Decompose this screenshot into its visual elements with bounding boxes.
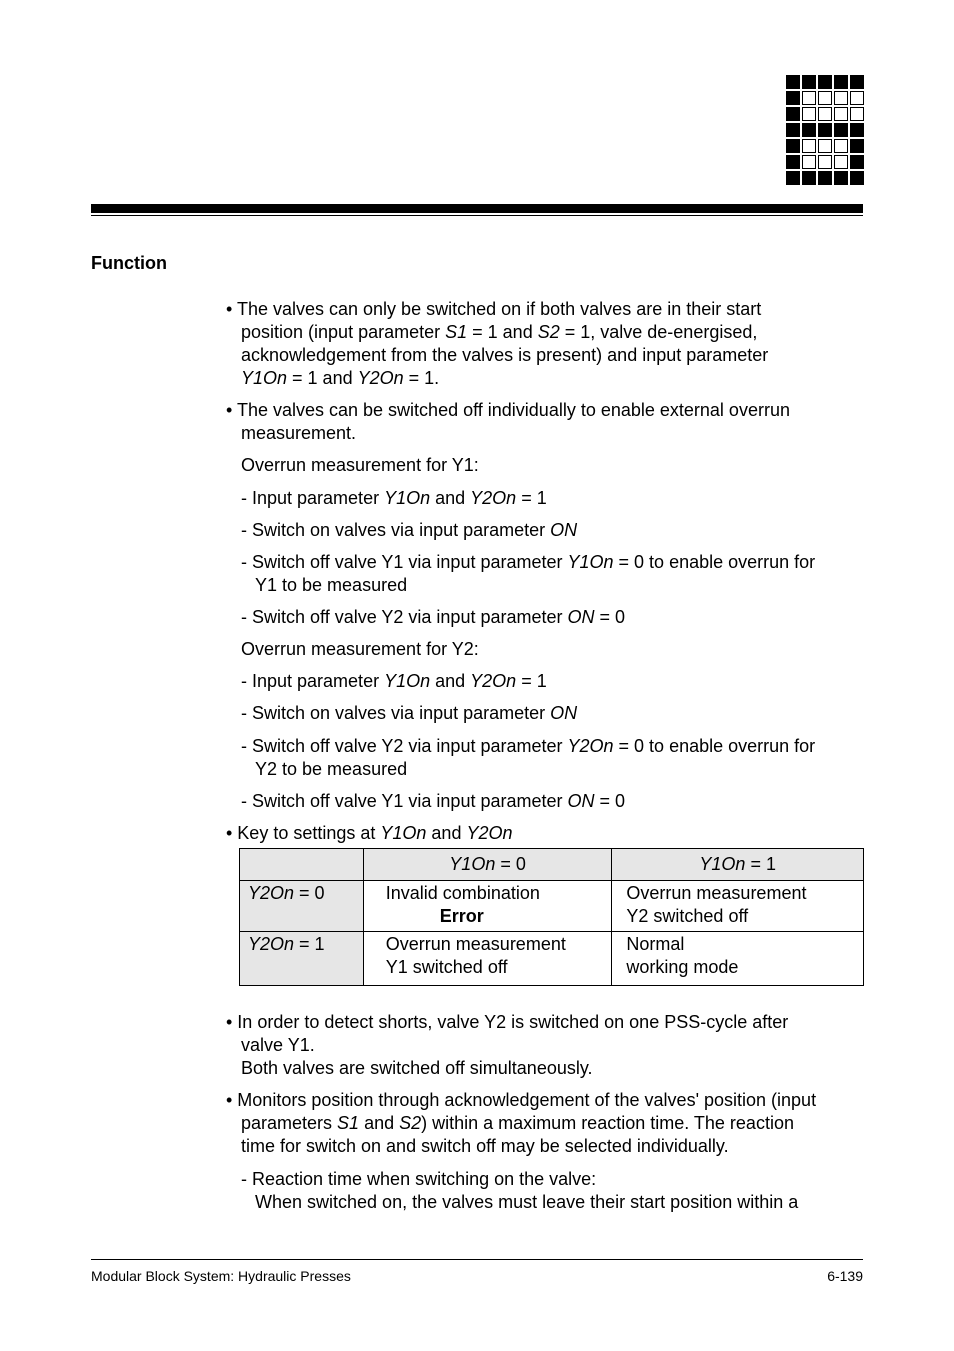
logo-cell xyxy=(834,171,848,185)
logo-cell xyxy=(786,123,800,137)
cell-error-label: Error xyxy=(439,906,484,926)
overrun-y2-step-2: - Switch on valves via input parameter ON xyxy=(241,703,578,723)
bullet-1-line-1: • The valves can only be switched on if both valves are in their start xyxy=(226,299,762,319)
logo-cell xyxy=(834,107,848,121)
logo-cell xyxy=(818,75,832,89)
overrun-y1-title: Overrun measurement for Y1: xyxy=(241,455,479,475)
overrun-y1-step-2: - Switch on valves via input parameter ON xyxy=(241,520,578,540)
footer-rule xyxy=(91,1259,863,1260)
bullet-4-line-3: Both valves are switched off simultaneously. xyxy=(241,1058,593,1078)
table-header-row xyxy=(240,849,864,881)
bullet-2-line-1: • The valves can be switched off individually to enable external overrun xyxy=(226,400,790,420)
logo-cell xyxy=(834,123,848,137)
table-cell xyxy=(612,881,864,932)
overrun-y2-title: Overrun measurement for Y2: xyxy=(241,639,479,659)
logo-cell xyxy=(834,155,848,169)
footer-title: Modular Block System: Hydraulic Presses xyxy=(91,1268,351,1284)
cell-line: Y2 switched off xyxy=(626,906,749,926)
bullet-3-line-1: • Key to settings at Y1On and Y2On xyxy=(226,823,513,843)
bullet-5-line-3: time for switch on and switch off may be selected individually. xyxy=(241,1136,729,1156)
table-row-header-y2on-0: Y2On = 0 xyxy=(240,881,364,932)
logo-cell xyxy=(850,155,864,169)
logo-cell xyxy=(818,171,832,185)
bullet-2-line-2: measurement. xyxy=(241,423,357,443)
bullet-4-line-1: • In order to detect shorts, valve Y2 is switched on one PSS-cycle after xyxy=(226,1012,789,1032)
bullet-5-line-1: • Monitors position through acknowledgement of the valves' position (input xyxy=(226,1090,817,1110)
header-rule-thin xyxy=(91,215,863,216)
bullet-4-line-2: valve Y1. xyxy=(241,1035,315,1055)
logo-cell xyxy=(850,91,864,105)
reaction-time-item: - Reaction time when switching on the valve: xyxy=(241,1169,597,1189)
logo-cell xyxy=(786,171,800,185)
logo-cell xyxy=(818,91,832,105)
logo-cell xyxy=(850,107,864,121)
bullet-1-line-4: Y1On = 1 and Y2On = 1. xyxy=(241,368,440,388)
block-grid-logo xyxy=(786,75,864,185)
logo-cell xyxy=(818,107,832,121)
overrun-y2-step-3: - Switch off valve Y2 via input parameter Y2On = 0 to enable overrun for xyxy=(241,736,816,756)
overrun-y1-step-4: - Switch off valve Y2 via input parameter ON = 0 xyxy=(241,607,626,627)
bullet-5-line-2: parameters S1 and S2) within a maximum reaction time. The reaction xyxy=(241,1113,794,1133)
logo-cell xyxy=(802,75,816,89)
cell-line: Normal xyxy=(626,934,685,954)
table-corner-cell xyxy=(240,849,364,881)
logo-cell xyxy=(786,139,800,153)
table-cell xyxy=(363,881,612,932)
logo-cell xyxy=(786,75,800,89)
logo-cell xyxy=(802,123,816,137)
logo-cell xyxy=(850,75,864,89)
logo-cell xyxy=(850,171,864,185)
table-row-header-y2on-1: Y2On = 1 xyxy=(240,932,364,986)
reaction-time-item-cont: When switched on, the valves must leave their start position within a xyxy=(255,1192,799,1212)
overrun-y2-step-3-cont: Y2 to be measured xyxy=(255,759,408,779)
logo-cell xyxy=(786,91,800,105)
settings-key-table xyxy=(239,848,864,986)
table-col-header-y1on-0: Y1On = 0 xyxy=(363,849,612,881)
cell-line: Y1 switched off xyxy=(385,957,508,977)
table-cell xyxy=(612,932,864,986)
logo-cell xyxy=(786,155,800,169)
table-col-header-y1on-1: Y1On = 1 xyxy=(612,849,864,881)
cell-line: Invalid combination xyxy=(385,883,540,903)
logo-cell xyxy=(802,107,816,121)
overrun-y2-step-4: - Switch off valve Y1 via input parameter ON = 0 xyxy=(241,791,626,811)
logo-cell xyxy=(818,155,832,169)
logo-cell xyxy=(786,107,800,121)
overrun-y1-step-3-cont: Y1 to be measured xyxy=(255,575,408,595)
cell-line: Overrun measurement xyxy=(626,883,807,903)
cell-line: working mode xyxy=(626,957,739,977)
logo-cell xyxy=(802,139,816,153)
logo-cell xyxy=(850,123,864,137)
table-cell xyxy=(363,932,612,986)
overrun-y2-step-1: - Input parameter Y1On and Y2On = 1 xyxy=(241,671,547,691)
logo-cell xyxy=(834,139,848,153)
logo-cell xyxy=(818,139,832,153)
table-row xyxy=(240,932,864,986)
overrun-y1-step-1: - Input parameter Y1On and Y2On = 1 xyxy=(241,488,547,508)
logo-cell xyxy=(834,91,848,105)
logo-cell xyxy=(802,91,816,105)
overrun-y1-step-3: - Switch off valve Y1 via input parameter Y1On = 0 to enable overrun for xyxy=(241,552,816,572)
page-number: 6-139 xyxy=(827,1268,863,1284)
logo-cell xyxy=(834,75,848,89)
bullet-1-line-3: acknowledgement from the valves is present) and input parameter xyxy=(241,345,769,365)
header-rule-thick xyxy=(91,204,863,213)
logo-cell xyxy=(802,171,816,185)
logo-cell xyxy=(850,139,864,153)
logo-cell xyxy=(818,123,832,137)
table-row xyxy=(240,881,864,932)
logo-cell xyxy=(802,155,816,169)
section-heading: Function xyxy=(91,253,167,273)
bullet-1-line-2: position (input parameter S1 = 1 and S2 = 1, valve de-energised, xyxy=(241,322,758,342)
cell-line: Overrun measurement xyxy=(385,934,566,954)
